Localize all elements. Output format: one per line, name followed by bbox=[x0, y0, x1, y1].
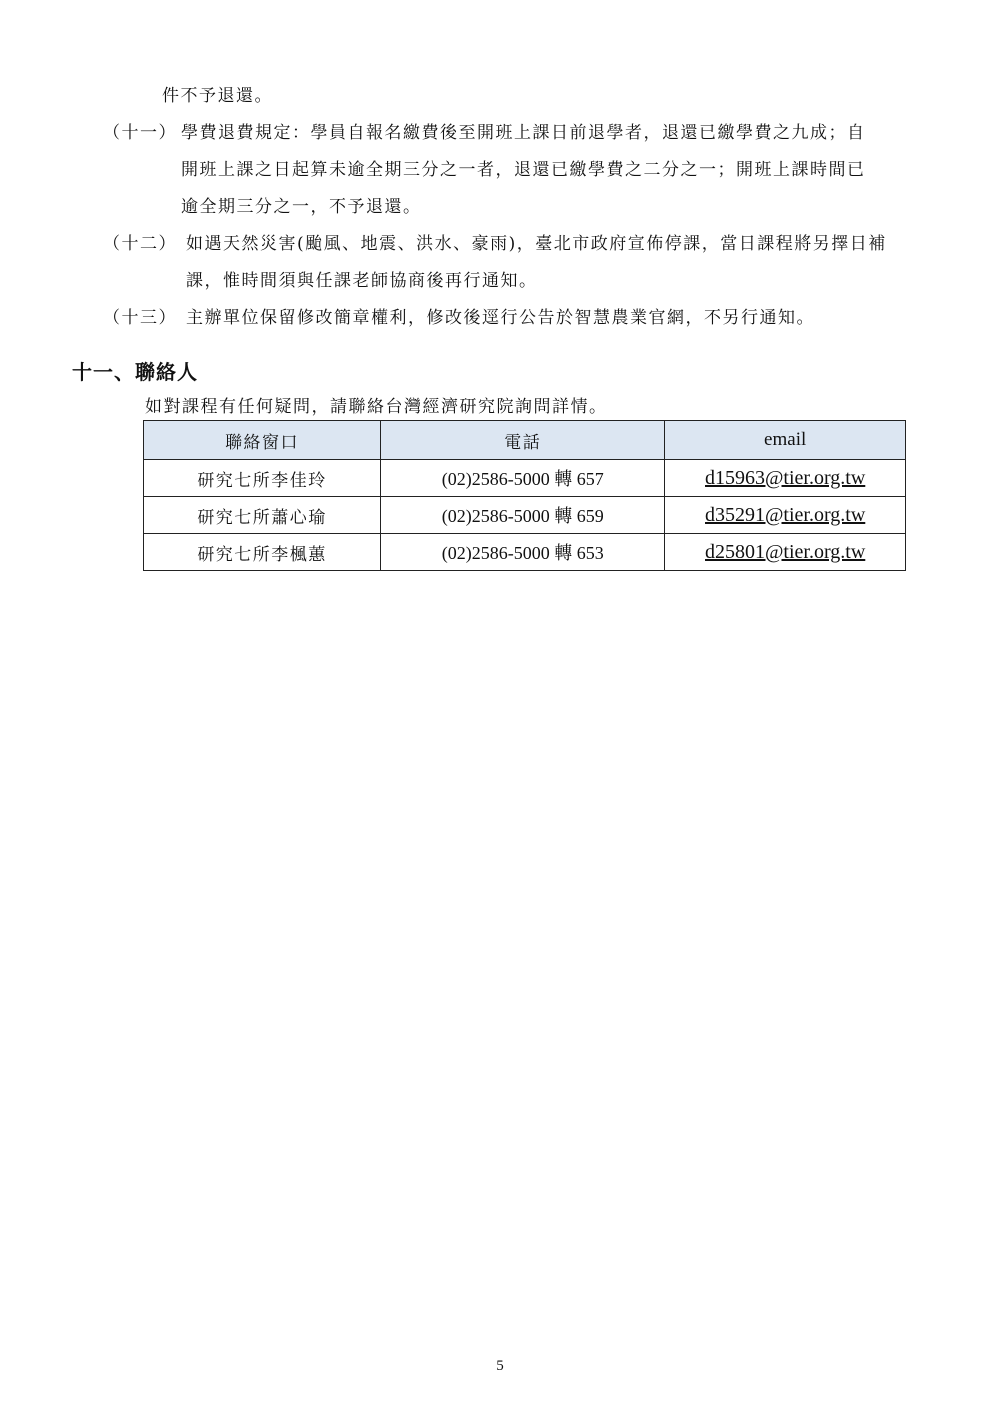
table-row bbox=[144, 460, 906, 497]
section-intro: 如對課程有任何疑問，請聯絡台灣經濟研究院詢問詳情。 bbox=[145, 397, 608, 417]
contact-phone: (02)2586-5000 轉 657 bbox=[381, 460, 665, 497]
item-11-line-3: 逾全期三分之一，不予退還。 bbox=[181, 197, 422, 217]
page-number: 5 bbox=[496, 1358, 504, 1374]
contacts-table bbox=[143, 420, 906, 571]
item-12-label: （十二） bbox=[103, 234, 177, 254]
header-email: email bbox=[665, 421, 906, 460]
continuation-line: 件不予退還。 bbox=[162, 86, 273, 106]
contact-email-link[interactable]: d35291@tier.org.tw bbox=[705, 503, 866, 526]
contact-email-link[interactable]: d15963@tier.org.tw bbox=[705, 466, 866, 489]
table-header-row bbox=[144, 421, 906, 460]
contact-phone: (02)2586-5000 轉 653 bbox=[381, 534, 665, 571]
item-11-line-1 bbox=[103, 122, 866, 144]
item-12-line-2: 課，惟時間須與任課老師協商後再行通知。 bbox=[186, 271, 538, 291]
item-11-label: （十一） bbox=[103, 123, 177, 143]
contact-email-link[interactable]: d25801@tier.org.tw bbox=[705, 540, 866, 563]
section-heading: 十一、聯絡人 bbox=[72, 360, 198, 384]
item-13-line-1 bbox=[103, 307, 815, 329]
table-row bbox=[144, 497, 906, 534]
item-11-line-2: 開班上課之日起算未逾全期三分之一者，退還已繳學費之二分之一；開班上課時間已 bbox=[181, 160, 866, 180]
contact-email-cell bbox=[665, 534, 906, 571]
contact-name: 研究七所李佳玲 bbox=[144, 460, 381, 497]
item-12-line-1 bbox=[103, 233, 887, 255]
contact-name: 研究七所蕭心瑜 bbox=[144, 497, 381, 534]
header-contact-window: 聯絡窗口 bbox=[144, 421, 381, 460]
contact-phone: (02)2586-5000 轉 659 bbox=[381, 497, 665, 534]
header-phone: 電話 bbox=[381, 421, 665, 460]
contact-email-cell bbox=[665, 497, 906, 534]
item-12-text-1: 如遇天然災害(颱風、地震、洪水、豪雨)，臺北市政府宣佈停課，當日課程將另擇日補 bbox=[186, 234, 887, 254]
item-13-text-1: 主辦單位保留修改簡章權利，修改後逕行公告於智慧農業官網，不另行通知。 bbox=[186, 308, 815, 328]
item-11-text-1: 學費退費規定：學員自報名繳費後至開班上課日前退學者，退還已繳學費之九成；自 bbox=[181, 123, 866, 143]
item-13-label: （十三） bbox=[103, 308, 177, 328]
contact-name: 研究七所李楓蕙 bbox=[144, 534, 381, 571]
contact-email-cell bbox=[665, 460, 906, 497]
table-row bbox=[144, 534, 906, 571]
